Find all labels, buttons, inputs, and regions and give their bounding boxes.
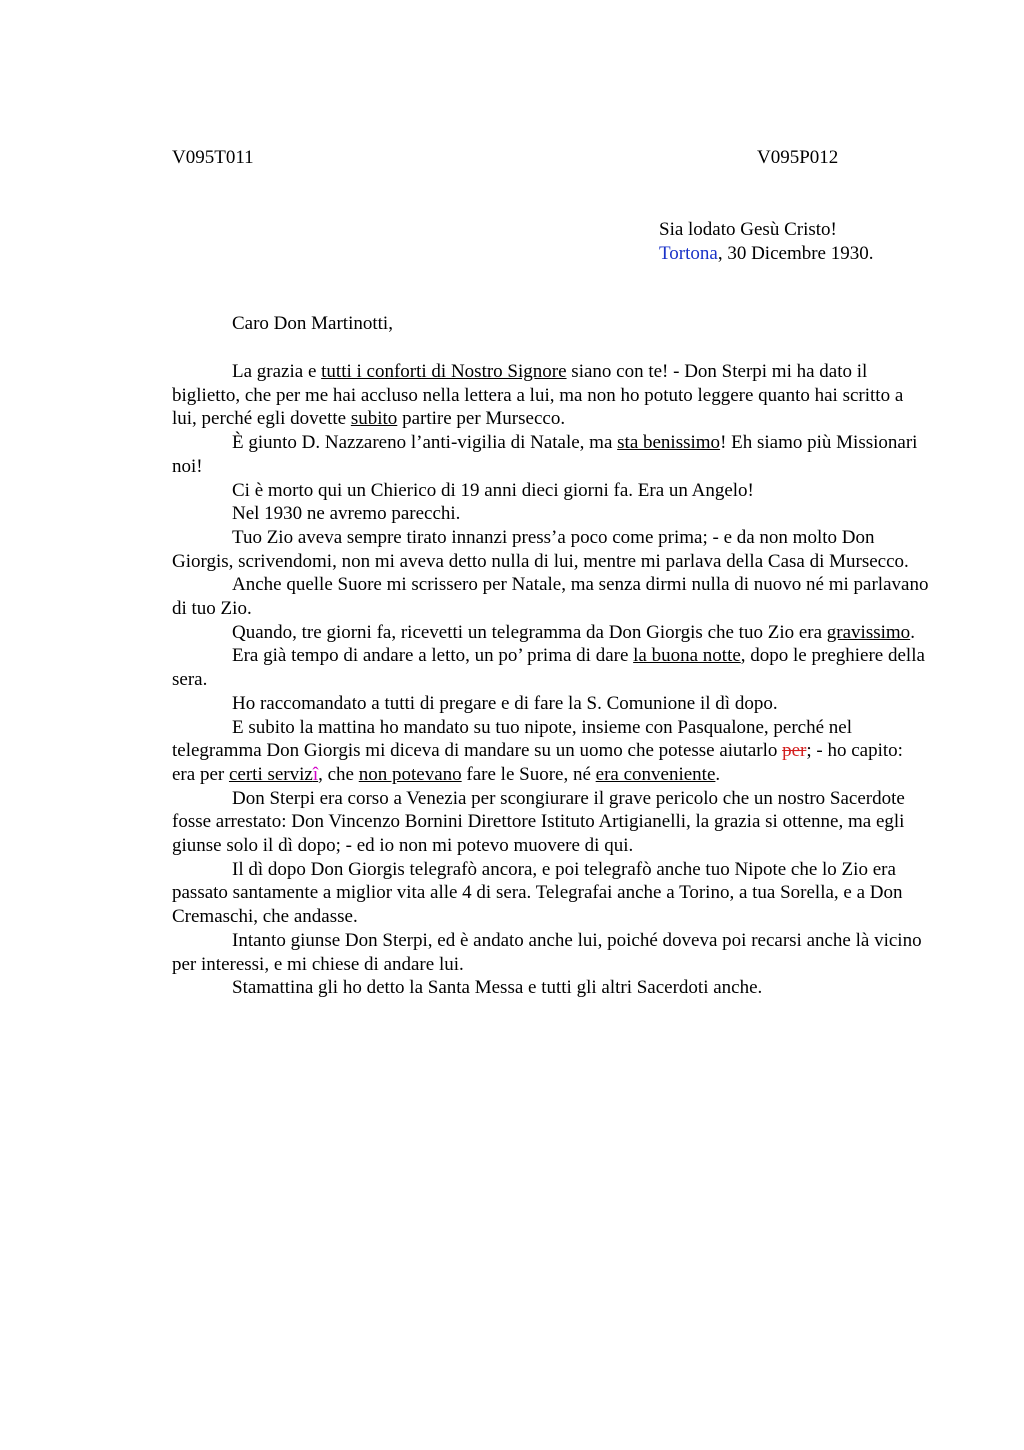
paragraph-14 (172, 976, 930, 1000)
paragraph-3 (172, 479, 930, 503)
text-run: Stamattina gli ho detto la Santa Messa e tutti gli altri Sacerdoti anche. (232, 977, 763, 999)
place-date-line (659, 242, 979, 266)
text-run: ! Eh siamo più Missionari noi! (172, 432, 918, 477)
text-run: certi serviz (228, 763, 313, 785)
text-run: , che (318, 763, 359, 785)
paragraph-9 (172, 692, 930, 716)
underlined-text: non potevano (358, 763, 462, 785)
text-run: Tuo Zio aveva sempre tirato innanzi press’a poco come prima; - e da non molto Don Giorgis, scrivendomi, non mi aveva detto nulla di lui, mentre mi parlava della Casa di Mursecco. (172, 526, 909, 572)
struck-text: per (782, 740, 807, 762)
text-run: . (910, 621, 915, 643)
greeting-line: Sia lodato Gesù Cristo! (659, 219, 837, 240)
text-run: Ci è morto qui un Chierico di 19 anni dieci giorni fa. Era un Angelo! (232, 479, 754, 501)
text-run: , dopo le preghiere della sera. (172, 645, 925, 691)
paragraph-8 (172, 644, 930, 691)
text-run: E subito la mattina ho mandato su tuo nipote, insieme con Pasqualone, perché nel telegramma Don Giorgis mi diceva di mandare su un uomo che potesse aiutarlo (172, 716, 852, 762)
text-run: Ho raccomandato a tutti di pregare e di fare la S. Comunione il dì dopo. (232, 692, 778, 714)
text-run: Il dì dopo Don Giorgis telegrafò ancora, e poi telegrafò anche tuo Nipote che lo Zio era passato santamente a miglior vita alle 4 di sera. Telegrafai anche a Torino, a tua Sorella, e a Don Cremaschi, che andasse. (172, 858, 903, 928)
underlined-text: gravissimo (826, 621, 911, 643)
paragraph-4 (172, 502, 930, 526)
paragraph-10 (172, 716, 930, 787)
paragraph-1 (172, 360, 930, 431)
salutation: Caro Don Martinotti, (232, 313, 393, 334)
reference-code-right: V095P012 (757, 147, 839, 168)
underlined-text: subito (350, 408, 398, 430)
text-run: La grazia e (232, 361, 322, 382)
text-run: Nel 1930 ne avremo parecchi. (232, 503, 461, 525)
text-run: siano con te! - Don Sterpi mi ha dato il biglietto, che per me hai accluso nella lettera a lui, ma non ho potuto leggere quanto hai scritto a lui, perché egli dovette (172, 361, 904, 430)
marked-character: î (312, 763, 319, 785)
paragraph-6 (172, 573, 930, 620)
text-run: Intanto giunse Don Sterpi, ed è andato anche lui, poiché doveva poi recarsi anche là vicino per interessi, e mi chiese di andare lui. (172, 929, 922, 975)
underlined-text: la buona notte (633, 645, 741, 667)
text-run: Don Sterpi era corso a Venezia per scongiurare il grave pericolo che un nostro Sacerdote fosse arrestato: Don Vincenzo Bornini Direttore Istituto Artigianelli, la grazia si ottenne, ma egli giunse solo il dì dopo; - ed io non mi potevo muovere di qui. (172, 787, 905, 857)
letter-heading (659, 218, 979, 266)
text-run: ; - ho capito: era per (172, 740, 903, 785)
underlined-text (229, 764, 318, 785)
paragraph-7 (172, 621, 930, 645)
underlined-text: sta benissimo (617, 432, 721, 454)
paragraph-5 (172, 526, 930, 573)
paragraph-12 (172, 858, 930, 929)
date-text: , 30 Dicembre 1930. (717, 243, 874, 264)
underlined-text: tutti i conforti di Nostro Signore (321, 361, 567, 382)
paragraph-13 (172, 929, 930, 976)
text-run: È giunto D. Nazzareno l’anti-vigilia di Natale, ma (232, 432, 618, 454)
text-run: Era già tempo di andare a letto, un po’ prima di dare (232, 645, 634, 667)
letter-body (172, 360, 930, 1000)
reference-code-left: V095T011 (172, 147, 254, 168)
text-run: . (715, 763, 721, 785)
underlined-text: era conveniente (595, 763, 716, 785)
text-run: Quando, tre giorni fa, ricevetti un telegramma da Don Giorgis che tuo Zio era (232, 621, 827, 643)
paragraph-11 (172, 787, 930, 858)
text-run: fare le Suore, né (461, 763, 596, 785)
paragraph-2 (172, 431, 930, 478)
place-name: Tortona (659, 243, 718, 264)
text-run: partire per Mursecco. (397, 408, 566, 430)
text-run: Anche quelle Suore mi scrissero per Natale, ma senza dirmi nulla di nuovo né mi parlavano di tuo Zio. (172, 574, 929, 620)
